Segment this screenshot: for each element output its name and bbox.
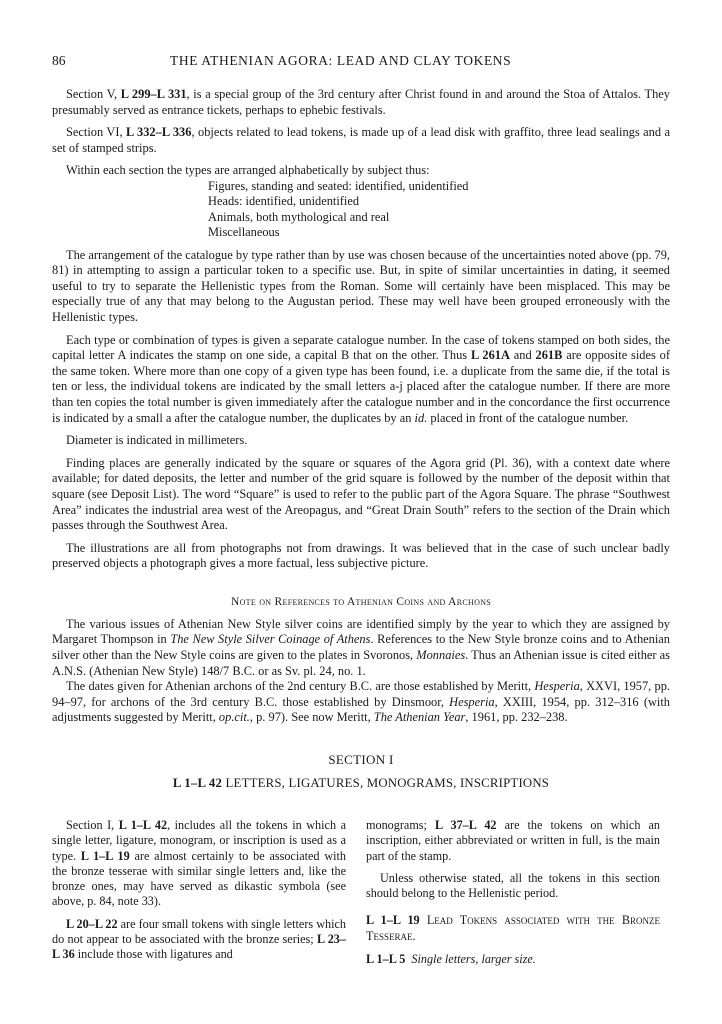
intro-block bbox=[52, 87, 670, 791]
diameter-paragraph: Diameter is indicated in millimeters. bbox=[66, 433, 248, 448]
running-title: THE ATHENIAN AGORA: LEAD AND CLAY TOKENS bbox=[170, 53, 512, 68]
left-column bbox=[52, 818, 346, 963]
archons-paragraph: The dates given for Athenian archons of the 2nd century B.C. are those established by Meritt, Hesperia, XXVI, 1957, pp. 94–97, for archons of the 3rd century B.C. those established by Dinsmoor, Hesperia, XXIII, 1954, pp. 312–316 (with adjustments suggested by Meritt, op.cit., p. 97). See now Meritt, The Athenian Year, 1961, pp. 232–238. bbox=[52, 679, 670, 725]
type-numbering-paragraph: Each type or combination of types is given a separate catalogue number. In the case of tokens stamped on both sides, the capital letter A indicates the stamp on one side, a capital B that on the other. Thus L 261A and 261B are opposite sides of the same token. Where more than one copy of a given type has been found, i.e. a duplicate from the same die, if the total is ten or less, the individual tokens are indicated by the small letters a-j placed after the catalogue number. If there are more than ten copies the total number is given immediately after the catalogue number and in the concordance the first occurrence is indicated by a small a after the catalogue number, the duplicates by an id. placed in front of the catalogue number. bbox=[52, 332, 670, 425]
type-list bbox=[208, 179, 670, 241]
finding-places-paragraph: Finding places are generally indicated by the square or squares of the Agora grid (Pl. 36), with a context date where available; for dated deposits, the letter and number of the grid square is followed by the number of the deposit within that square (see Deposit List). The word “Square” is used to refer to the public part of the Agora Square. The phrase “Southwest Area” indicates the industrial area west of the Areopagus, and “Great Drain South” refers to the section of the Drain which passes through the Southwest Area. bbox=[52, 455, 670, 533]
section-six-paragraph: Section VI, L 332–L 336, objects related to lead tokens, is made up of a lead disk with graffito, three lead sealings and a set of stamped strips. bbox=[52, 125, 670, 155]
type-list-item: Miscellaneous bbox=[208, 225, 280, 240]
illustrations-paragraph: The illustrations are all from photographs not from drawings. It was believed that in the case of such unclear badly preserved objects a photograph gives a more factual, less subjective picture. bbox=[52, 540, 670, 571]
coins-paragraph: The various issues of Athenian New Style silver coins are identified simply by the year to which they are assigned by Margaret Thompson in The New Style Silver Coinage of Athens. References to the New Style bronze coins and to Athenian silver other than the New Style coins are given to the plates in Svoronos, Monnaies. Thus an Athenian issue is cited either as A.N.S. (Athenian New Style) 148/7 B.C. or as Sv. pl. 24, no. 1. bbox=[52, 616, 670, 678]
note-heading: Note on References to Athenian Coins and Archons bbox=[230, 595, 492, 608]
type-list-item: Animals, both mythological and real bbox=[208, 209, 390, 224]
catalogue-ref: L 332–L 336 bbox=[126, 125, 192, 140]
section-subheading: L 1–L 42 LETTERS, LIGATURES, MONOGRAMS, INSCRIPTIONS bbox=[172, 776, 550, 791]
catalogue-ref: L 299–L 331 bbox=[120, 87, 187, 101]
arrangement-intro: Within each section the types are arranged alphabetically by subject thus: bbox=[66, 163, 430, 178]
type-list-item: Figures, standing and seated: identified, unidentified bbox=[208, 178, 469, 193]
catalogue-group-heading: L 1–L 5 Single letters, larger size. bbox=[366, 952, 536, 967]
type-list-item: Heads: identified, unidentified bbox=[208, 194, 360, 209]
arrangement-paragraph: The arrangement of the catalogue by type rather than by use was chosen because of the uncertainties noted above (pp. 79, 81) in attempting to assign a particular token to a specific use. But, in spite of similar uncertainties in dating, it seemed useful to try to separate the Hellenistic types from the Roman. Some will certainly have been misplaced. This may be especially true of any that may belong to the Augustan period. These may well have been grouped erroneously with the Hellenistic types. bbox=[52, 247, 670, 324]
running-header bbox=[52, 53, 670, 71]
section-one-paragraph: Section I, L 1–L 42, includes all the tokens in which a single letter, ligature, monogram, or inscription is used as a type. L 1–L 19 are almost certainly to be associated with the bronze tesserae with similar single letters and, like the bronze ones, may have served as dikastic symbola (see above, p. 84, note 33). bbox=[52, 818, 346, 909]
monograms-paragraph: monograms; L 37–L 42 are the tokens on which an inscription, either abbreviated or written in full, is the main part of the stamp. bbox=[366, 818, 660, 863]
period-paragraph: Unless otherwise stated, all the tokens in this section should belong to the Hellenistic period. bbox=[366, 870, 660, 901]
small-tokens-paragraph: L 20–L 22 are four small tokens with single letters which do not appear to be associated with the bronze series; L 23–L 36 include those with ligatures and bbox=[52, 916, 346, 962]
subsection-heading: L 1–L 19 Lead Tokens associated with the Bronze Tesserae. bbox=[366, 913, 660, 943]
catalogue-ref: L 261A bbox=[470, 348, 510, 363]
catalogue-ref: 261B bbox=[535, 348, 563, 363]
right-column bbox=[366, 818, 660, 967]
section-five-paragraph: Section V, L 299–L 331, is a special group of the 3rd century after Christ found in and around the Stoa of Attalos. They presumably served as entrance tickets, perhaps to ephebic festivals. bbox=[52, 87, 670, 117]
page-number: 86 bbox=[52, 53, 66, 68]
two-column-body bbox=[52, 818, 670, 978]
section-heading: SECTION I bbox=[328, 752, 394, 768]
